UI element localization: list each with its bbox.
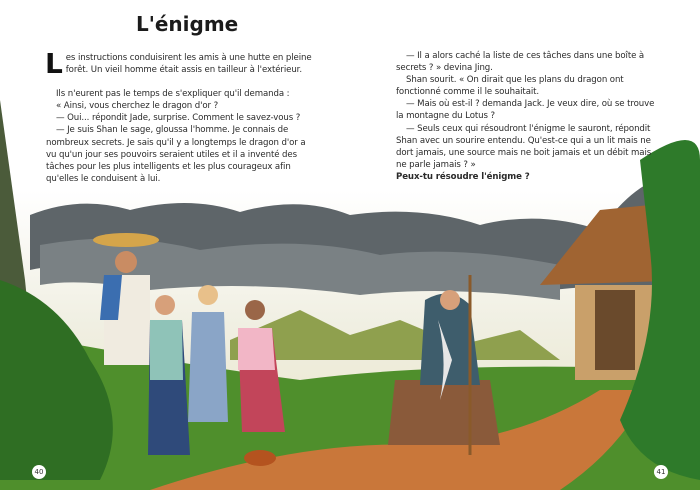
dog	[244, 450, 276, 466]
riddle-question: Peux-tu résoudre l'énigme ?	[396, 171, 530, 182]
page-title: L'énigme	[136, 12, 239, 36]
page-number-right: 41	[654, 465, 668, 479]
right-text-column	[396, 50, 664, 183]
tree-stump	[388, 380, 500, 445]
paragraph: Ils n'eurent pas le temps de s'expliquer qu'il demanda :	[56, 89, 290, 100]
paragraph: — Il a alors caché la liste de ces tâches dans une boîte à secrets ? » devina Jing.	[396, 51, 645, 74]
paragraph: — Seuls ceux qui résoudront l'énigme le sauront, répondit Shan avec un sourire entendu. Qu'est-ce qui a un lit mais ne dort jamais, une source mais ne boit jamais et un débit mais ne parle jamais ? »	[396, 123, 652, 170]
paragraph: — Mais où est-il ? demanda Jack. Je veux dire, où se trouve la montagne du Lotus ?	[396, 99, 655, 122]
paragraph: — Oui... répondit Jade, surprise. Comment le savez-vous ?	[56, 113, 301, 124]
page-number-left: 40	[32, 465, 46, 479]
left-text-column	[45, 47, 318, 185]
paragraph: « Ainsi, vous cherchez le dragon d'or ?	[56, 101, 219, 112]
intro-paragraph: Les instructions conduisirent les amis à une hutte en pleine forêt. Un vieil homme était assis en tailleur à l'extérieur.	[45, 47, 312, 80]
paragraph: Shan sourit. « On dirait que les plans du dragon ont fonctionné comme il le souhaitait.	[396, 75, 624, 98]
drop-cap: L	[45, 47, 63, 80]
paragraph: — Je suis Shan le sage, gloussa l'homme. Je connais de nombreux secrets. Je sais qu'il y a longtemps le dragon d'or a vu qu'un jour ses pouvoirs seraient utiles et il a inventé des tâches pour les plus intelligents et les plus courageux afin qu'elles le conduisent à lui.	[46, 125, 306, 184]
